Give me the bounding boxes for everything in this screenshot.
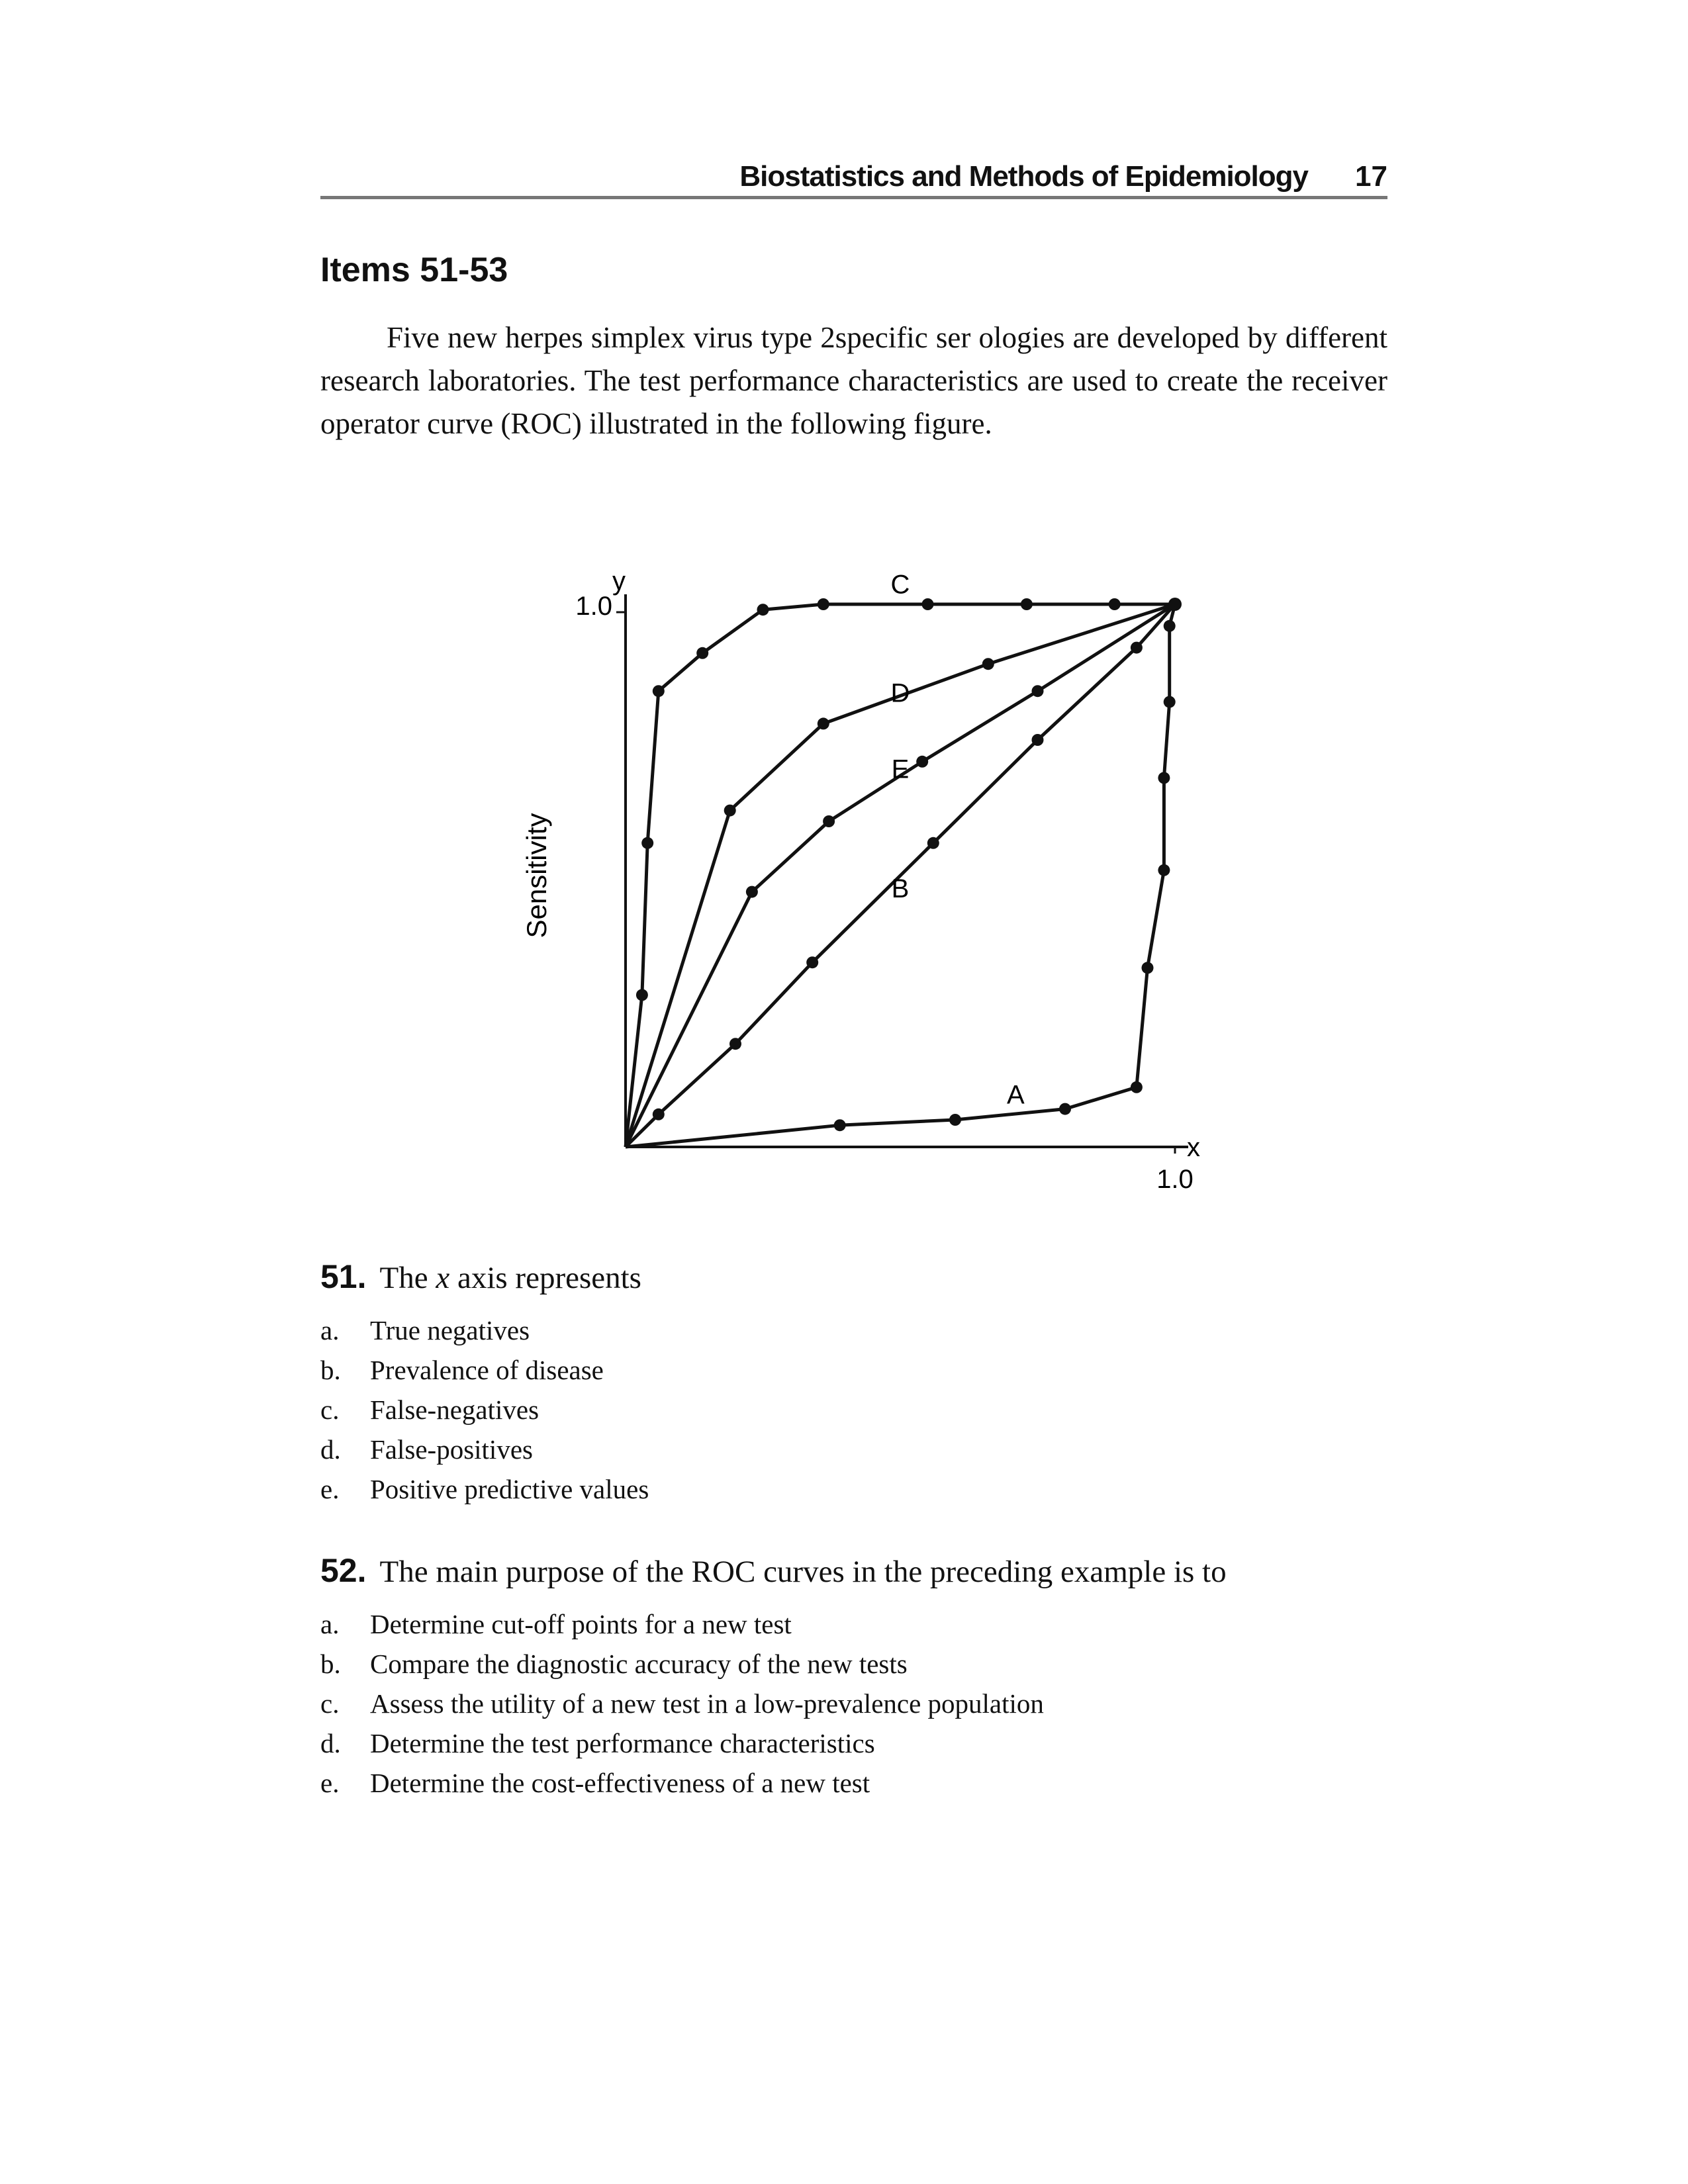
- option-list: [320, 1310, 1406, 1509]
- option-letter: d.: [320, 1728, 341, 1758]
- option-letter: a.: [320, 1315, 340, 1345]
- option-letter: e.: [320, 1768, 340, 1798]
- data-point: [1168, 598, 1182, 611]
- data-point: [653, 685, 665, 697]
- data-point: [949, 1114, 961, 1126]
- option-text: False-negatives: [370, 1394, 539, 1425]
- answer-option[interactable]: [320, 1644, 1406, 1684]
- data-point: [729, 1038, 741, 1050]
- data-point: [696, 647, 708, 659]
- option-letter: a.: [320, 1609, 340, 1639]
- option-letter: c.: [320, 1688, 340, 1719]
- data-point: [1164, 620, 1176, 632]
- curve-label-c: C: [890, 570, 910, 600]
- intro-paragraph: Five new herpes simplex virus type 2specific ser ologies are developed by different research laboratories. The test performance characteristics are used to create the receiver operator curve (ROC) illustrated in the following figure.: [320, 321, 1387, 440]
- data-point: [653, 1109, 665, 1120]
- curve-label-e: E: [891, 754, 910, 784]
- option-text: Determine cut-off points for a new test: [370, 1609, 792, 1639]
- option-letter: b.: [320, 1649, 341, 1679]
- data-point: [1142, 962, 1154, 974]
- data-point: [834, 1119, 846, 1131]
- answer-option[interactable]: [320, 1350, 1406, 1390]
- option-text: Determine the cost-effectiveness of a new test: [370, 1768, 870, 1798]
- curve-label-b: B: [891, 874, 910, 903]
- x-axis-letter: x: [1187, 1133, 1200, 1162]
- answer-option[interactable]: [320, 1763, 1406, 1803]
- answer-option[interactable]: [320, 1684, 1406, 1723]
- option-text: Compare the diagnostic accuracy of the new tests: [370, 1649, 908, 1679]
- data-point: [1164, 696, 1176, 708]
- data-point: [1131, 1081, 1143, 1093]
- data-point: [1131, 642, 1143, 654]
- option-text: Prevalence of disease: [370, 1355, 604, 1385]
- data-point: [922, 598, 934, 610]
- data-point: [806, 956, 818, 968]
- answer-option[interactable]: [320, 1310, 1406, 1350]
- data-point: [1032, 685, 1044, 697]
- option-text: Determine the test performance characteristics: [370, 1728, 875, 1758]
- page-number: 17: [1355, 160, 1387, 193]
- curve-label-a: A: [1006, 1080, 1025, 1110]
- y-axis-letter: y: [612, 567, 626, 596]
- curve-label-d: D: [890, 678, 910, 708]
- data-point: [1021, 598, 1033, 610]
- data-point: [757, 604, 769, 615]
- data-point: [916, 756, 928, 768]
- data-point: [823, 815, 835, 827]
- option-letter: c.: [320, 1394, 340, 1425]
- data-point: [818, 598, 829, 610]
- data-point: [1032, 734, 1044, 746]
- option-letter: b.: [320, 1355, 341, 1385]
- stem-text: The: [379, 1261, 428, 1295]
- data-point: [641, 837, 653, 849]
- x-tick-label: 1.0: [1156, 1165, 1194, 1194]
- answer-option[interactable]: [320, 1723, 1406, 1763]
- answer-option[interactable]: [320, 1604, 1406, 1644]
- option-letter: d.: [320, 1434, 341, 1465]
- header-title: Biostatistics and Methods of Epidemiology: [739, 160, 1308, 193]
- data-point: [982, 658, 994, 670]
- data-point: [1158, 864, 1170, 876]
- data-point: [1158, 772, 1170, 784]
- answer-option[interactable]: [320, 1430, 1406, 1469]
- option-list: [320, 1604, 1406, 1803]
- data-point: [927, 837, 939, 849]
- question-number: 52.: [320, 1552, 367, 1589]
- y-tick-label: 1.0: [575, 592, 612, 621]
- data-point: [746, 886, 758, 898]
- stem-text: axis represents: [457, 1261, 641, 1295]
- data-point: [1109, 598, 1121, 610]
- question-51: [320, 1257, 1406, 1509]
- running-header: [320, 158, 1387, 199]
- question-stem: [320, 1257, 1406, 1296]
- section-title: Items 51-53: [320, 251, 508, 289]
- option-text: Assess the utility of a new test in a low-prevalence population: [370, 1688, 1044, 1719]
- data-point: [1059, 1103, 1071, 1115]
- question-number: 51.: [320, 1258, 367, 1295]
- y-axis-label: Sensitivity: [521, 813, 552, 938]
- roc-chart: [503, 543, 1231, 1205]
- data-point: [818, 717, 829, 729]
- stem-variable: x: [436, 1261, 450, 1295]
- option-text: True negatives: [370, 1315, 530, 1345]
- option-letter: e.: [320, 1474, 340, 1504]
- question-52: [320, 1551, 1406, 1803]
- data-point: [636, 989, 648, 1001]
- answer-option[interactable]: [320, 1390, 1406, 1430]
- option-text: Positive predictive values: [370, 1474, 649, 1504]
- question-stem: [320, 1551, 1406, 1590]
- data-point: [724, 805, 736, 817]
- option-text: False-positives: [370, 1434, 533, 1465]
- answer-option[interactable]: [320, 1469, 1406, 1509]
- stem-text: The main purpose of the ROC curves in the preceding example is to: [379, 1555, 1227, 1589]
